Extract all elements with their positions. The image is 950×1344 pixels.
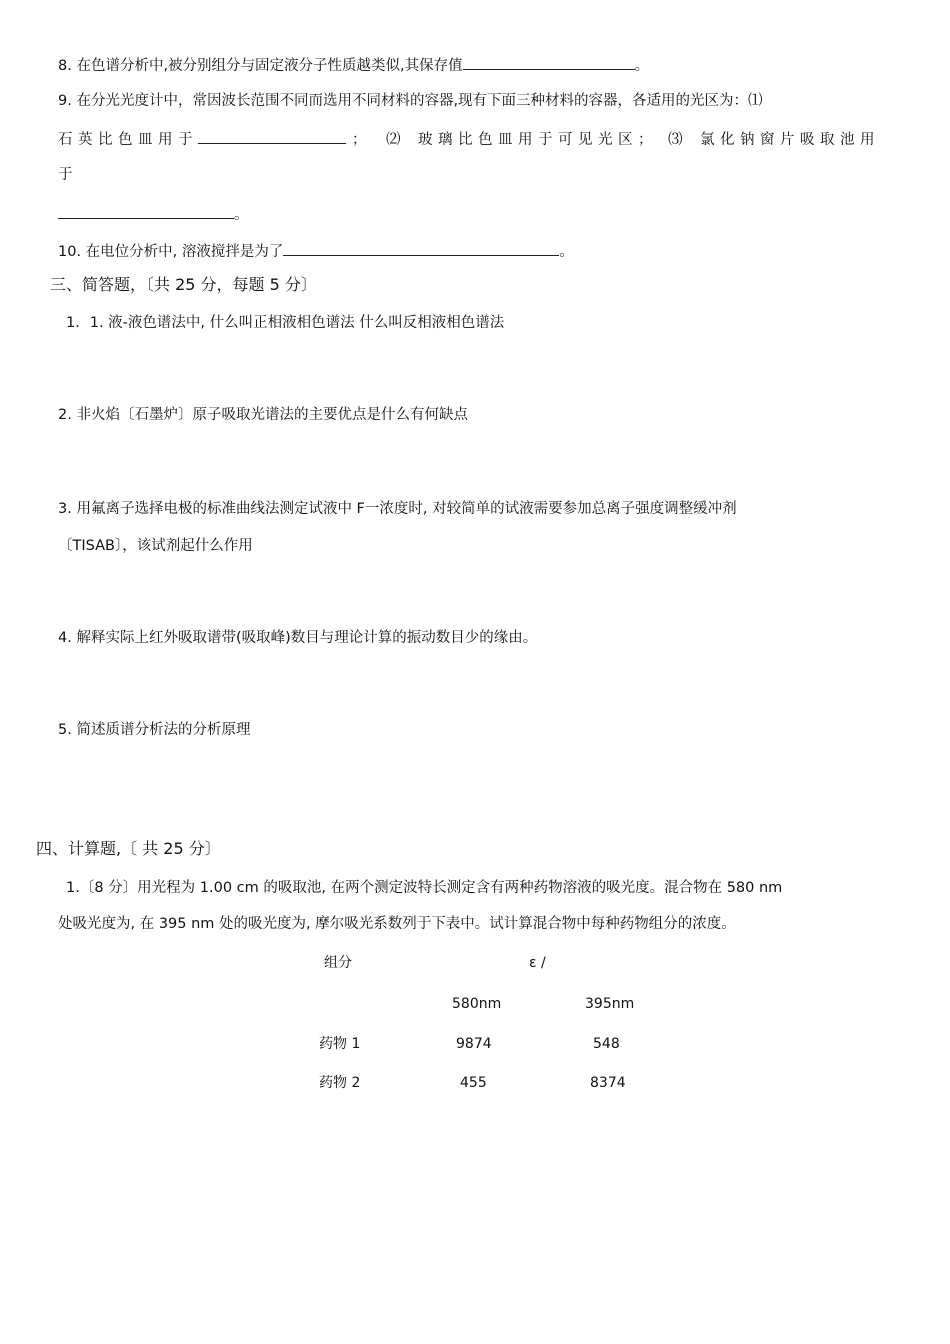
question-10 [58, 241, 574, 261]
short-answer-5: 5. 简述质谱分析法的分析原理 [58, 722, 251, 738]
question-9-mark-3: ⑶ [668, 132, 688, 148]
calc-1-line2: 处吸光度为, 在 395 nm 处的吸光度为, 摩尔吸光系数列于下表中。试计算混合物中每种药物组分的浓度。 [58, 916, 736, 932]
question-8-blank [463, 55, 635, 70]
question-8-end: 。 [634, 58, 650, 74]
table-header-component: 组分 [324, 955, 352, 971]
table-header-395nm: 395nm [585, 996, 635, 1012]
question-9-glass: 玻璃比色皿用于可见光区； [418, 132, 658, 148]
question-8 [58, 55, 649, 75]
table-header-580nm: 580nm [452, 996, 502, 1012]
question-9-line1 [58, 92, 763, 110]
question-9-end: 。 [234, 207, 249, 223]
question-8-number: 8. [58, 58, 72, 74]
short-answer-2: 2. 非火焰〔石墨炉〕原子吸取光谱法的主要优点是什么有何缺点 [58, 407, 468, 423]
section-4-title: 四、计算题,〔 共 25 分〕 [36, 839, 221, 858]
question-10-text: 在电位分析中, 溶液搅拌是为了 [85, 244, 284, 260]
question-10-blank [283, 241, 559, 256]
table-row-2-395: 8374 [590, 1075, 626, 1091]
table-row-1-395: 548 [593, 1036, 620, 1052]
question-9-quartz: 石英比色皿用于 [58, 132, 198, 148]
table-row-2-name: 药物 2 [319, 1075, 361, 1091]
short-answer-1: 1．1. 液-液色谱法中, 什么叫正相液相色谱法 什么叫反相液相色谱法 [66, 315, 505, 331]
table-header-epsilon: ε / [529, 955, 546, 971]
question-9-sep: ； [352, 132, 372, 148]
question-9-line2 [58, 129, 880, 149]
question-9-mark-2: ⑵ [386, 132, 406, 148]
table-row-2-580: 455 [460, 1075, 487, 1091]
question-9-nacl: 氯化钠窗片吸取池用 [700, 132, 880, 148]
calc-1-line1: 1.〔8 分〕用光程为 1.00 cm 的吸取池, 在两个测定波特长测定含有两种药物溶液的吸光度。混合物在 580 nm [66, 880, 783, 896]
question-9-blank-2 [58, 204, 234, 219]
short-answer-3-line2: 〔TISAB〕，该试剂起什么作用 [58, 538, 253, 554]
short-answer-3-line1: 3. 用氟离子选择电极的标准曲线法测定试液中 F一浓度时, 对较简单的试液需要参加总离子强度调整缓冲剂 [58, 501, 737, 517]
question-8-text: 在色谱分析中,被分别组分与固定液分子性质越类似,其保存值 [76, 58, 463, 74]
question-9-line4 [58, 204, 249, 224]
question-9-line3: 于 [58, 167, 73, 183]
table-row-1-580: 9874 [456, 1036, 492, 1052]
question-9-number: 9. [58, 93, 72, 109]
question-10-end: 。 [559, 244, 574, 260]
question-9-text: 在分光光度计中，常因波长范围不同而选用不同材料的容器,现有下面三种材料的容器，各适用的光区为：⑴ [76, 93, 763, 109]
section-3-title: 三、简答题，〔共 25 分，每题 5 分〕 [50, 275, 317, 294]
short-answer-4: 4. 解释实际上红外吸取谱带(吸取峰)数目与理论计算的振动数目少的缘由。 [58, 630, 538, 646]
question-9-blank-1 [198, 129, 346, 144]
question-10-number: 10. [58, 244, 82, 260]
table-row-1-name: 药物 1 [319, 1036, 361, 1052]
